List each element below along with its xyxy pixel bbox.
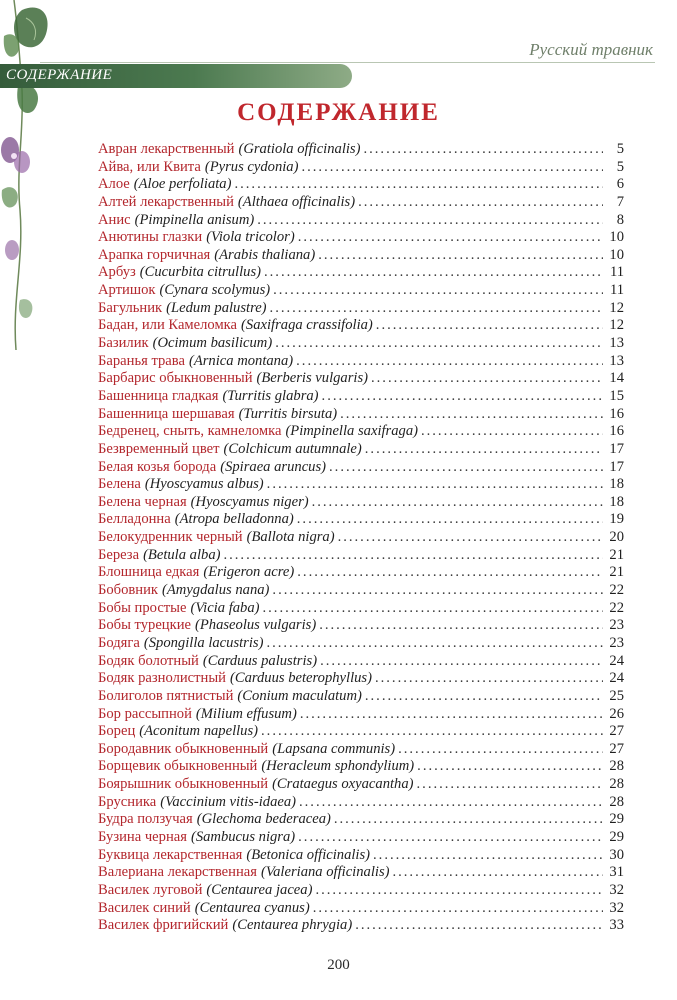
toc-dot-leader — [257, 212, 603, 230]
toc-entry-page: 18 — [609, 476, 624, 493]
toc-entry[interactable] — [98, 670, 624, 688]
toc-dot-leader — [322, 388, 603, 406]
toc-dot-leader — [312, 494, 603, 512]
toc-entry-latin-name: (Cucurbita citrullus) — [139, 264, 261, 281]
header-rule — [40, 62, 655, 63]
toc-entry[interactable] — [98, 829, 624, 847]
toc-entry-page: 7 — [616, 193, 624, 210]
toc-entry-russian-name: Авран лекарственный — [98, 141, 235, 157]
toc-entry[interactable] — [98, 582, 624, 600]
toc-entry-page: 15 — [609, 387, 624, 404]
toc-entry-page: 16 — [609, 423, 624, 440]
toc-entry-page: 20 — [609, 529, 624, 546]
toc-dot-leader — [371, 370, 603, 388]
toc-entry[interactable] — [98, 353, 624, 371]
toc-entry-russian-name: Бадан, или Камеломка — [98, 317, 238, 334]
toc-entry-page: 23 — [609, 634, 624, 651]
toc-entry-page: 25 — [609, 687, 624, 704]
toc-dot-leader — [300, 706, 603, 724]
botanical-illustration — [0, 0, 60, 420]
toc-entry-page: 31 — [609, 864, 624, 881]
toc-entry-russian-name: Бодяк разнолистный — [98, 670, 226, 687]
toc-entry-russian-name: Белокудренник черный — [98, 529, 243, 546]
toc-dot-leader — [315, 882, 603, 900]
toc-entry[interactable] — [98, 723, 624, 741]
running-title: Русский травник — [529, 40, 653, 59]
toc-entry-page: 11 — [609, 282, 624, 299]
toc-entry[interactable] — [98, 264, 624, 282]
toc-entry-russian-name: Бобы простые — [98, 599, 187, 616]
toc-entry[interactable] — [98, 706, 624, 724]
toc-entry-latin-name: (Carduus palustris) — [202, 652, 318, 669]
toc-entry[interactable] — [98, 247, 624, 265]
toc-entry-latin-name: (Erigeron acre) — [203, 564, 295, 581]
toc-entry[interactable] — [98, 635, 624, 653]
toc-entry-russian-name: Анютины глазки — [98, 229, 203, 246]
toc-dot-leader — [329, 459, 603, 477]
toc-entry-russian-name: Боярышник обыкновенный — [98, 776, 269, 793]
toc-entry-page: 13 — [609, 352, 624, 369]
toc-dot-leader — [340, 406, 603, 424]
toc-entry-page: 27 — [609, 723, 624, 740]
toc-entry[interactable] — [98, 212, 624, 230]
toc-entry-russian-name: Валериана лекарственная — [98, 864, 257, 881]
toc-entry-latin-name: (Hyoscyamus niger) — [190, 493, 309, 510]
toc-dot-leader — [272, 582, 603, 600]
toc-entry-page: 28 — [609, 758, 624, 775]
toc-entry-page: 21 — [609, 546, 624, 563]
toc-entry-latin-name: (Pyrus cydonia) — [204, 158, 299, 175]
toc-entry-page: 17 — [609, 440, 624, 457]
toc-entry-latin-name: (Betonica officinalis) — [246, 846, 371, 863]
toc-entry[interactable] — [98, 547, 624, 565]
toc-dot-leader — [273, 282, 603, 300]
toc-entry-russian-name: Бобы турецкие — [98, 617, 191, 634]
toc-dot-leader — [318, 247, 603, 265]
toc-entry[interactable] — [98, 335, 624, 353]
section-band — [0, 64, 352, 88]
toc-entry[interactable] — [98, 459, 624, 477]
toc-dot-leader — [298, 229, 603, 247]
toc-entry-latin-name: (Vaccinium vitis-idaea) — [160, 793, 296, 810]
toc-dot-leader — [299, 794, 603, 812]
toc-entry-page: 32 — [609, 899, 624, 916]
toc-entry[interactable] — [98, 794, 624, 812]
toc-entry[interactable] — [98, 688, 624, 706]
toc-entry-page: 11 — [609, 264, 624, 281]
toc-entry-latin-name: (Centaurea cyanus) — [194, 899, 310, 916]
toc-entry[interactable] — [98, 511, 624, 529]
toc-dot-leader — [297, 564, 603, 582]
toc-entry[interactable] — [98, 600, 624, 618]
toc-dot-leader — [334, 811, 603, 829]
toc-entry-page: 5 — [616, 158, 624, 175]
toc-entry-latin-name: (Saxifraga crassifolia) — [241, 317, 373, 334]
toc-entry[interactable] — [98, 370, 624, 388]
toc-entry-russian-name: Арбуз — [98, 264, 136, 281]
toc-entry-russian-name: Алтей лекарственный — [98, 193, 234, 210]
toc-entry[interactable] — [98, 617, 624, 635]
toc-entry-russian-name: Арапка горчичная — [98, 246, 211, 263]
toc-entry-page: 22 — [609, 582, 624, 599]
toc-entry[interactable] — [98, 282, 624, 300]
toc-entry-latin-name: (Milium effusum) — [195, 705, 297, 722]
toc-entry-russian-name: Береза — [98, 546, 140, 563]
toc-dot-leader — [261, 723, 603, 741]
toc-entry[interactable] — [98, 229, 624, 247]
toc-entry-page: 12 — [609, 317, 624, 334]
toc-entry-russian-name: Бобовник — [98, 582, 158, 599]
table-of-contents — [98, 141, 624, 935]
toc-entry-russian-name: Баранья трава — [98, 352, 185, 369]
toc-entry-page: 22 — [609, 599, 624, 616]
toc-entry-russian-name: Башенница шершавая — [98, 405, 235, 422]
toc-entry-russian-name: Белена черная — [98, 493, 187, 510]
toc-entry-page: 13 — [609, 335, 624, 352]
toc-entry-russian-name: Бедренец, сныть, камнеломка — [98, 423, 282, 440]
toc-entry-russian-name: Василек синий — [98, 899, 191, 916]
toc-dot-leader — [373, 847, 603, 865]
toc-entry-latin-name: (Crataegus oxyacantha) — [272, 776, 414, 793]
toc-dot-leader — [266, 635, 603, 653]
toc-entry[interactable] — [98, 917, 624, 935]
toc-dot-leader — [417, 758, 603, 776]
toc-entry-russian-name: Василек луговой — [98, 881, 203, 898]
toc-dot-leader — [376, 317, 603, 335]
toc-entry-russian-name: Белладонна — [98, 511, 171, 528]
toc-entry-latin-name: (Carduus beterophyllus) — [229, 670, 372, 687]
toc-entry-page: 30 — [609, 846, 624, 863]
toc-entry-latin-name: (Amygdalus nana) — [162, 582, 270, 599]
toc-entry-russian-name: Будра ползучая — [98, 811, 193, 828]
toc-entry[interactable] — [98, 494, 624, 512]
toc-entry-page: 21 — [609, 564, 624, 581]
toc-entry[interactable] — [98, 159, 624, 177]
toc-entry-russian-name: Багульник — [98, 299, 163, 316]
toc-entry-russian-name: Анис — [98, 211, 131, 228]
toc-entry-page: 12 — [609, 299, 624, 316]
toc-dot-leader — [320, 653, 603, 671]
toc-entry[interactable] — [98, 741, 624, 759]
toc-entry-latin-name: (Turritis birsuta) — [238, 405, 338, 422]
toc-dot-leader — [275, 335, 603, 353]
toc-entry-latin-name: (Aconitum napellus) — [139, 723, 259, 740]
toc-entry[interactable] — [98, 847, 624, 865]
toc-entry-latin-name: (Ballota nigra) — [246, 529, 335, 546]
toc-entry-russian-name: Блошница едкая — [98, 564, 200, 581]
toc-dot-leader — [297, 511, 603, 529]
toc-entry[interactable] — [98, 423, 624, 441]
toc-entry[interactable] — [98, 317, 624, 335]
toc-dot-leader — [319, 617, 603, 635]
toc-entry-latin-name: (Colchicum autumnale) — [223, 440, 362, 457]
toc-entry[interactable] — [98, 776, 624, 794]
toc-entry-latin-name: (Hyoscyamus albus) — [144, 476, 264, 493]
toc-entry[interactable] — [98, 476, 624, 494]
toc-entry-latin-name: (Centaurea phrygia) — [232, 917, 353, 934]
toc-dot-leader — [298, 829, 603, 847]
toc-entry[interactable] — [98, 406, 624, 424]
toc-dot-leader — [270, 300, 603, 318]
toc-dot-leader — [355, 917, 603, 935]
toc-entry-page: 28 — [609, 776, 624, 793]
toc-entry[interactable] — [98, 758, 624, 776]
toc-entry-latin-name: (Berberis vulgaris) — [256, 370, 368, 387]
toc-entry-latin-name: (Sambucus nigra) — [190, 828, 296, 845]
toc-entry-russian-name: Бор рассыпной — [98, 705, 192, 722]
toc-entry[interactable] — [98, 564, 624, 582]
toc-dot-leader — [398, 741, 603, 759]
toc-entry-latin-name: (Gratiola officinalis) — [238, 141, 361, 157]
toc-entry-latin-name: (Betula alba) — [143, 546, 221, 563]
toc-entry-russian-name: Алое — [98, 176, 130, 193]
toc-dot-leader — [267, 476, 603, 494]
toc-entry-latin-name: (Althaea officinalis) — [237, 193, 356, 210]
toc-entry-page: 19 — [609, 511, 624, 528]
toc-entry-russian-name: Белена — [98, 476, 141, 493]
toc-entry-latin-name: (Valeriana officinalis) — [260, 864, 390, 881]
toc-entry[interactable] — [98, 882, 624, 900]
toc-dot-leader — [363, 141, 603, 159]
toc-entry-russian-name: Айва, или Квита — [98, 158, 201, 175]
toc-entry[interactable] — [98, 900, 624, 918]
toc-dot-leader — [358, 194, 603, 212]
toc-entry-latin-name: (Pimpinella saxifraga) — [285, 423, 418, 440]
toc-entry-russian-name: Буквица лекарственная — [98, 846, 243, 863]
toc-entry-page: 32 — [609, 881, 624, 898]
toc-entry-latin-name: (Viola tricolor) — [206, 229, 295, 246]
toc-entry-latin-name: (Arabis thaliana) — [214, 246, 316, 263]
toc-dot-leader — [301, 159, 603, 177]
toc-entry-latin-name: (Conium maculatum) — [237, 687, 362, 704]
toc-dot-leader — [223, 547, 603, 565]
toc-entry-page: 17 — [609, 458, 624, 475]
toc-entry[interactable] — [98, 864, 624, 882]
toc-entry-latin-name: (Pimpinella anisum) — [134, 211, 255, 228]
toc-entry[interactable] — [98, 194, 624, 212]
toc-dot-leader — [365, 441, 603, 459]
toc-entry-latin-name: (Heracleum sphondylium) — [261, 758, 415, 775]
toc-entry-russian-name: Василек фригийский — [98, 917, 229, 934]
toc-dot-leader — [313, 900, 603, 918]
toc-entry[interactable] — [98, 529, 624, 547]
toc-entry-page: 27 — [609, 740, 624, 757]
toc-dot-leader — [263, 600, 604, 618]
toc-entry-page: 6 — [616, 176, 624, 193]
toc-entry-page: 29 — [609, 828, 624, 845]
toc-entry-latin-name: (Cynara scolymus) — [159, 282, 271, 299]
section-label: СОДЕРЖАНИЕ — [6, 67, 113, 83]
toc-entry-latin-name: (Lapsana communis) — [272, 740, 396, 757]
toc-entry-russian-name: Борщевик обыкновенный — [98, 758, 258, 775]
toc-entry-page: 14 — [609, 370, 624, 387]
toc-entry-latin-name: (Glechoma bederacea) — [196, 811, 331, 828]
toc-entry[interactable] — [98, 811, 624, 829]
toc-entry-russian-name: Бодяга — [98, 634, 140, 651]
toc-entry-russian-name: Бузина черная — [98, 828, 187, 845]
toc-entry[interactable] — [98, 441, 624, 459]
toc-entry-latin-name: (Phaseolus vulgaris) — [195, 617, 317, 634]
toc-entry-page: 10 — [609, 229, 624, 246]
toc-entry-latin-name: (Arnica montana) — [188, 352, 294, 369]
toc-entry-latin-name: (Centaurea jacea) — [206, 881, 313, 898]
toc-dot-leader — [375, 670, 603, 688]
toc-entry-latin-name: (Ledum palustre) — [166, 299, 267, 316]
toc-entry-page: 10 — [609, 246, 624, 263]
toc-entry-russian-name: Базилик — [98, 335, 149, 352]
toc-entry-page: 29 — [609, 811, 624, 828]
toc-dot-leader — [417, 776, 603, 794]
toc-entry-russian-name: Барбарис обыкновенный — [98, 370, 253, 387]
toc-entry[interactable] — [98, 300, 624, 318]
toc-entry-page: 26 — [609, 705, 624, 722]
toc-entry-russian-name: Борец — [98, 723, 136, 740]
toc-entry[interactable] — [98, 653, 624, 671]
toc-entry-latin-name: (Ocimum basilicum) — [152, 335, 273, 352]
page-number: 200 — [327, 957, 350, 973]
toc-entry-page: 16 — [609, 405, 624, 422]
toc-dot-leader — [296, 353, 603, 371]
toc-entry-latin-name: (Vicia faba) — [190, 599, 260, 616]
toc-dot-leader — [421, 423, 603, 441]
toc-entry-page: 23 — [609, 617, 624, 634]
toc-entry-russian-name: Болиголов пятнистый — [98, 687, 234, 704]
toc-entry-page: 8 — [616, 211, 624, 228]
toc-dot-leader — [392, 864, 603, 882]
toc-entry-page: 33 — [609, 917, 624, 934]
toc-entry-russian-name: Бородавник обыкновенный — [98, 740, 269, 757]
toc-entry-latin-name: (Aloe perfoliata) — [133, 176, 232, 193]
toc-entry-russian-name: Брусника — [98, 793, 157, 810]
toc-entry-page: 28 — [609, 793, 624, 810]
toc-entry-page: 18 — [609, 493, 624, 510]
toc-dot-leader — [338, 529, 603, 547]
toc-dot-leader — [234, 176, 603, 194]
toc-entry-russian-name: Артишок — [98, 282, 156, 299]
toc-entry-russian-name: Бодяк болотный — [98, 652, 199, 669]
toc-dot-leader — [264, 264, 603, 282]
toc-entry-page: 24 — [609, 652, 624, 669]
toc-entry-latin-name: (Spongilla lacustris) — [143, 634, 264, 651]
toc-entry-latin-name: (Turritis glabra) — [222, 387, 319, 404]
toc-entry[interactable] — [98, 141, 624, 159]
toc-entry-russian-name: Башенница гладкая — [98, 387, 219, 404]
toc-entry-russian-name: Безвременный цвет — [98, 440, 220, 457]
toc-entry[interactable] — [98, 388, 624, 406]
toc-entry[interactable] — [98, 176, 624, 194]
toc-entry-latin-name: (Spiraea aruncus) — [220, 458, 327, 475]
toc-entry-page: 5 — [616, 141, 624, 157]
toc-entry-latin-name: (Atropa belladonna) — [174, 511, 294, 528]
toc-dot-leader — [365, 688, 603, 706]
page-title: СОДЕРЖАНИЕ — [237, 99, 440, 126]
toc-entry-page: 24 — [609, 670, 624, 687]
toc-entry-russian-name: Белая козья борода — [98, 458, 217, 475]
